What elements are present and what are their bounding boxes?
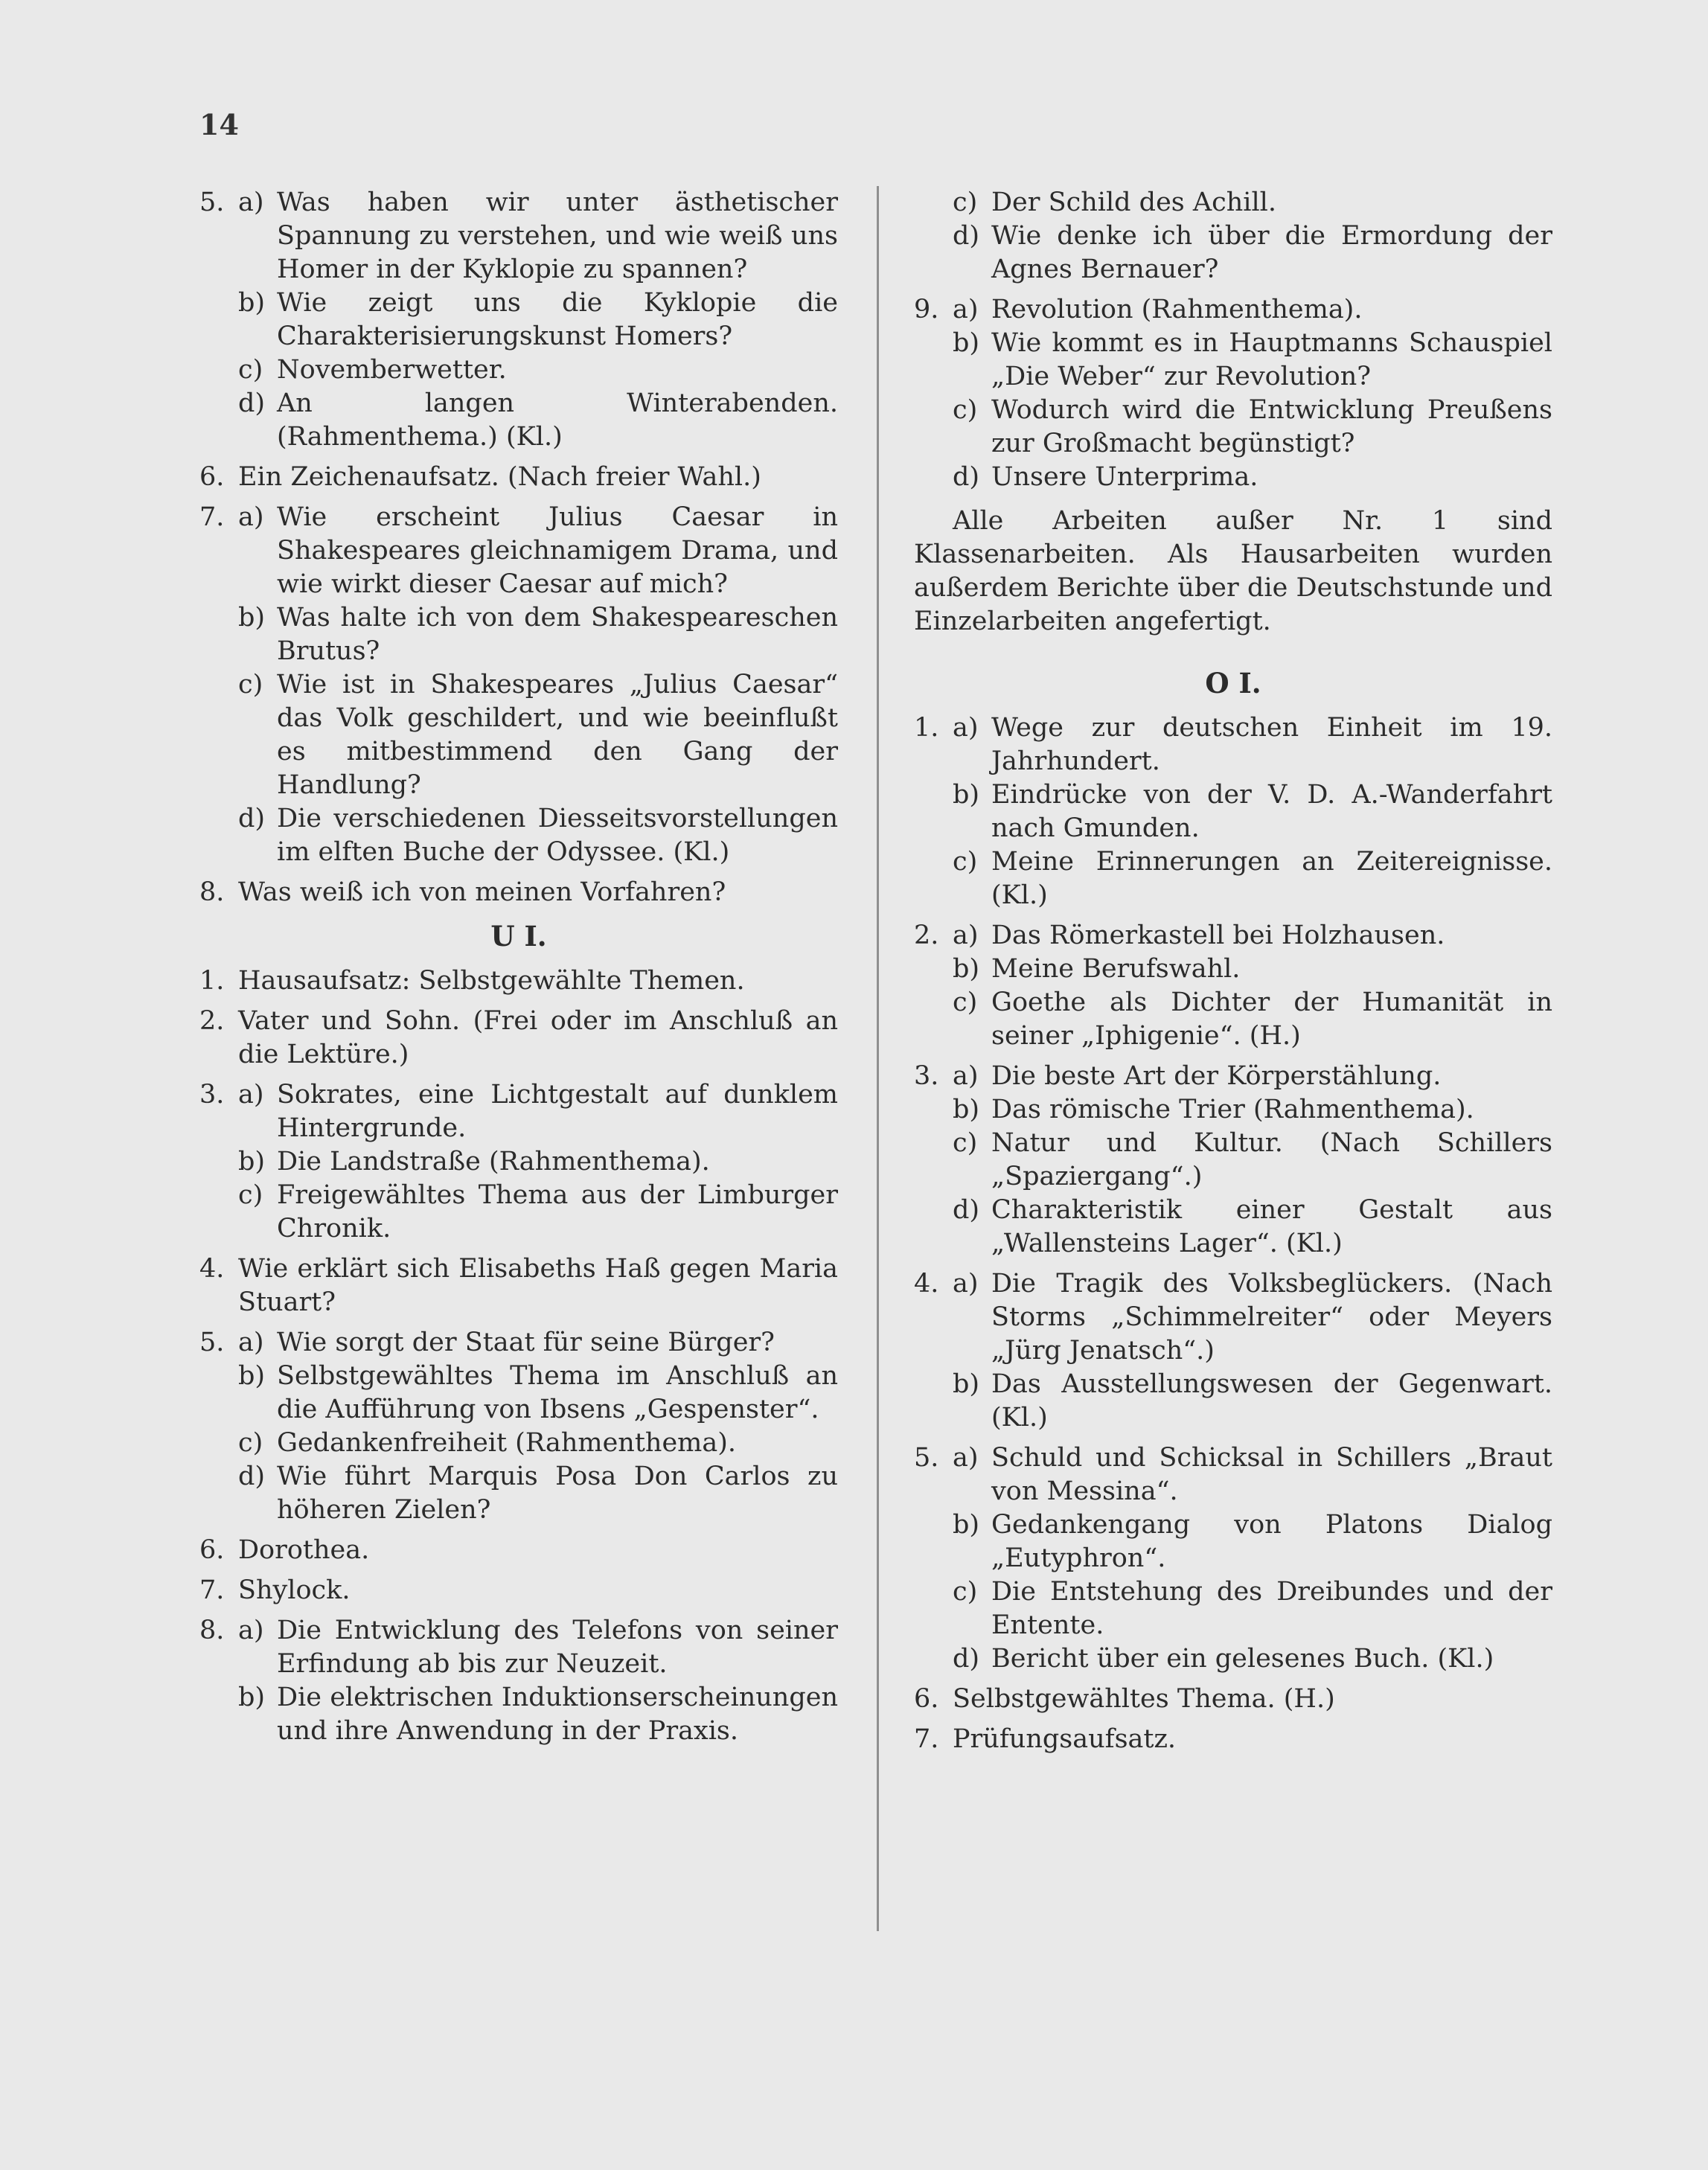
sub-text: Wie kommt es in Hauptmanns Schauspiel „Die Weber“ zur Revolution? [991, 328, 1552, 391]
sub-topic [199, 1681, 838, 1748]
sub-text: Wie führt Marquis Posa Don Carlos zu höheren Zielen? [277, 1462, 838, 1525]
sub-label: d) [238, 1462, 266, 1491]
sub-label: c) [238, 1428, 263, 1458]
sub-text: Wie ist in Shakespeares „Julius Caesar“ das Volk geschildert, und wie beeinflußt es mitbestimmend den Gang der Handlung? [277, 670, 838, 800]
sub-label: a) [953, 295, 979, 324]
sub-label: a) [953, 1269, 979, 1299]
item-number: 7. [199, 502, 225, 532]
sub-topic [914, 327, 1552, 394]
item-text: Vater und Sohn. (Frei oder im Anschluß an die Lektüre.) [238, 1006, 838, 1069]
column-divider [877, 186, 879, 1931]
sub-topic [199, 601, 838, 668]
sub-text: Selbstgewähltes Thema im Anschluß an die Aufführung von Ibsens „Gespenster“. [277, 1361, 838, 1424]
sub-text: Gedankengang von Platons Dialog „Eutyphron“. [991, 1510, 1552, 1573]
sub-text: Wodurch wird die Entwicklung Preußens zur Großmacht begünstigt? [991, 395, 1552, 458]
item-text: Was weiß ich von meinen Vorfahren? [238, 877, 726, 907]
sub-topic [199, 1360, 838, 1427]
item-text: Ein Zeichenaufsatz. (Nach freier Wahl.) [238, 462, 761, 492]
sub-label: a) [238, 1328, 264, 1357]
sub-topic [199, 287, 838, 353]
note-paragraph: Alle Arbeiten außer Nr. 1 sind Klassenarbeiten. Als Hausarbeiten wurden außerdem Berichte über die Deutschstunde und Einzelarbeiten angefertigt. [914, 506, 1552, 636]
sub-label: d) [953, 462, 980, 492]
sub-label: c) [953, 395, 978, 425]
item-number: 6. [199, 462, 225, 492]
sub-topic [914, 778, 1552, 845]
topic-item [199, 461, 838, 494]
sub-text: Revolution (Rahmenthema). [991, 295, 1363, 324]
sub-topic [914, 461, 1552, 494]
item-number: 6. [914, 1684, 939, 1714]
item-text: Selbstgewähltes Thema. (H.) [953, 1684, 1335, 1714]
sub-label: c) [238, 355, 263, 385]
sub-topic [199, 1145, 838, 1179]
sub-topic [914, 394, 1552, 461]
sub-label: c) [953, 1128, 978, 1158]
sub-text: Was haben wir unter ästhetischer Spannung zu verstehen, und wie weiß uns Homer in der Kyklopie zu spannen? [277, 188, 838, 284]
item-number: 8. [199, 877, 225, 907]
sub-text: Die beste Art der Körperstählung. [991, 1061, 1442, 1091]
sub-text: Meine Erinnerungen an Zeitereignisse. (Kl.) [991, 847, 1552, 910]
topic-item [199, 1614, 838, 1748]
topic-item [199, 1005, 838, 1072]
sub-text: Wege zur deutschen Einheit im 19. Jahrhundert. [991, 713, 1552, 776]
item-text: Dorothea. [238, 1535, 370, 1565]
topic-item [199, 876, 838, 909]
sub-text: Meine Berufswahl. [991, 954, 1241, 984]
sub-label: a) [953, 921, 979, 950]
sub-topic [914, 1575, 1552, 1642]
item-number: 4. [914, 1269, 939, 1299]
topic-list-continued [914, 186, 1552, 494]
page-number: 14 [199, 108, 239, 141]
sub-text: Wie zeigt uns die Kyklopie die Charakterisierungskunst Homers? [277, 288, 838, 351]
sub-label: a) [953, 1443, 979, 1473]
sub-topic [914, 1642, 1552, 1676]
item-number: 8. [199, 1616, 225, 1645]
sub-label: c) [953, 188, 978, 217]
topic-list-top [199, 186, 838, 909]
topic-item [199, 964, 838, 998]
item-number: 3. [199, 1080, 225, 1110]
sub-topic [914, 1368, 1552, 1435]
sub-topic [199, 186, 838, 287]
sub-text: Charakteristik einer Gestalt aus „Wallensteins Lager“. (Kl.) [991, 1195, 1552, 1258]
topic-item [914, 186, 1552, 287]
item-number: 5. [199, 188, 225, 217]
topic-item [914, 711, 1552, 912]
section-title-ui: U I. [490, 920, 547, 953]
sub-text: Freigewähltes Thema aus der Limburger Chronik. [277, 1180, 838, 1244]
sub-label: a) [953, 1061, 979, 1091]
sub-text: Wie erscheint Julius Caesar in Shakespeares gleichnamigem Drama, und wie wirkt dieser Caesar auf mich? [277, 502, 838, 599]
sub-text: Gedankenfreiheit (Rahmenthema). [277, 1428, 736, 1458]
sub-text: Die elektrischen Induktionserscheinungen und ihre Anwendung in der Praxis. [277, 1683, 838, 1746]
sub-label: a) [953, 713, 979, 743]
sub-topic [199, 1179, 838, 1246]
item-text: Shylock. [238, 1575, 351, 1605]
sub-text: Der Schild des Achill. [991, 188, 1277, 217]
item-text: Prüfungsaufsatz. [953, 1724, 1177, 1754]
item-number: 5. [914, 1443, 939, 1473]
sub-topic [914, 1060, 1552, 1093]
sub-topic [199, 501, 838, 601]
sub-topic [199, 1078, 838, 1145]
sub-text: Bericht über ein gelesenes Buch. (Kl.) [991, 1644, 1494, 1674]
sub-label: d) [953, 1644, 980, 1674]
topic-item [914, 919, 1552, 1053]
sub-label: b) [238, 288, 266, 318]
sub-text: Das Römerkastell bei Holzhausen. [991, 921, 1445, 950]
sub-label: b) [238, 1361, 266, 1391]
sub-label: d) [953, 221, 980, 251]
sub-topic [914, 919, 1552, 953]
item-text: Hausaufsatz: Selbstgewählte Themen. [238, 966, 745, 996]
sub-text: Sokrates, eine Lichtgestalt auf dunklem Hintergrunde. [277, 1080, 838, 1143]
sub-topic [914, 953, 1552, 986]
sub-label: a) [238, 502, 264, 532]
sub-text: Schuld und Schicksal in Schillers „Braut von Messina“. [991, 1443, 1552, 1506]
sub-topic [914, 1093, 1552, 1127]
sub-topic [914, 1441, 1552, 1508]
sub-topic [199, 1427, 838, 1460]
sub-label: b) [953, 780, 980, 810]
item-number: 2. [199, 1006, 225, 1036]
sub-label: c) [953, 1577, 978, 1607]
sub-topic [914, 1194, 1552, 1261]
sub-label: b) [238, 1147, 266, 1177]
sub-text: Die Landstraße (Rahmenthema). [277, 1147, 710, 1177]
topic-item [199, 1534, 838, 1567]
sub-text: Die Entwicklung des Telefons von seiner Erfindung ab bis zur Neuzeit. [277, 1616, 838, 1679]
sub-topic [199, 1460, 838, 1527]
topic-item [199, 501, 838, 869]
sub-text: Das römische Trier (Rahmenthema). [991, 1095, 1474, 1124]
right-column [914, 186, 1552, 1763]
sub-text: Das Ausstellungswesen der Gegenwart. (Kl.) [991, 1369, 1552, 1433]
sub-label: d) [238, 388, 266, 418]
sub-label: b) [238, 603, 266, 633]
item-number: 6. [199, 1535, 225, 1565]
topic-item [199, 186, 838, 454]
sub-label: a) [238, 1080, 264, 1110]
item-number: 7. [199, 1575, 225, 1605]
sub-topic [199, 387, 838, 454]
sub-text: Goethe als Dichter der Humanität in seiner „Iphigenie“. (H.) [991, 988, 1552, 1051]
topic-item [914, 293, 1552, 494]
topic-item [914, 1723, 1552, 1756]
topic-item [199, 1326, 838, 1527]
item-number: 1. [914, 713, 939, 743]
item-number: 1. [199, 966, 225, 996]
sub-topic [914, 1127, 1552, 1194]
topic-item [199, 1252, 838, 1319]
topic-item [914, 1441, 1552, 1676]
sub-label: c) [238, 670, 263, 700]
sub-label: d) [953, 1195, 980, 1225]
sub-topic [199, 668, 838, 802]
sub-topic [914, 986, 1552, 1053]
sub-text: Unsere Unterprima. [991, 462, 1258, 492]
topic-list-ui [199, 964, 838, 1748]
sub-label: b) [953, 1095, 980, 1124]
sub-topic [914, 293, 1552, 327]
sub-topic [199, 802, 838, 869]
sub-text: Wie denke ich über die Ermordung der Agnes Bernauer? [991, 221, 1552, 284]
topic-item [914, 1267, 1552, 1435]
item-number: 5. [199, 1328, 225, 1357]
sub-text: Was halte ich von dem Shakespeareschen Brutus? [277, 603, 838, 666]
item-number: 2. [914, 921, 939, 950]
sub-text: Wie sorgt der Staat für seine Bürger? [277, 1328, 775, 1357]
sub-label: c) [238, 1180, 263, 1210]
sub-topic [199, 1326, 838, 1360]
sub-text: Novemberwetter. [277, 355, 507, 385]
sub-label: b) [953, 1369, 980, 1399]
left-column [199, 186, 838, 1755]
sub-text: Natur und Kultur. (Nach Schillers „Spaziergang“.) [991, 1128, 1552, 1191]
sub-label: c) [953, 847, 978, 877]
topic-item [914, 1683, 1552, 1716]
sub-text: Die Tragik des Volksbeglückers. (Nach Storms „Schimmelreiter“ oder Meyers „Jürg Jenatsch“.) [991, 1269, 1552, 1366]
sub-topic [914, 845, 1552, 912]
item-number: 7. [914, 1724, 939, 1754]
sub-topic [914, 1267, 1552, 1368]
sub-label: d) [238, 804, 266, 833]
topic-item [199, 1574, 838, 1607]
sub-text: Eindrücke von der V. D. A.-Wanderfahrt nach Gmunden. [991, 780, 1552, 843]
topic-item [199, 1078, 838, 1246]
sub-label: b) [953, 1510, 980, 1540]
sub-text: Die verschiedenen Diesseitsvorstellungen im elften Buche der Odyssee. (Kl.) [277, 804, 838, 867]
item-number: 4. [199, 1254, 225, 1284]
topic-list-oi [914, 711, 1552, 1756]
sub-label: a) [238, 188, 264, 217]
sub-topic [914, 1508, 1552, 1575]
sub-text: An langen Winterabenden. (Rahmenthema.) (Kl.) [277, 388, 838, 452]
sub-topic [914, 220, 1552, 287]
sub-label: c) [953, 988, 978, 1017]
item-number: 9. [914, 295, 939, 324]
topic-item [914, 1060, 1552, 1261]
sub-label: b) [238, 1683, 266, 1712]
sub-topic [914, 711, 1552, 778]
sub-label: b) [953, 954, 980, 984]
sub-label: b) [953, 328, 980, 358]
sub-topic [199, 353, 838, 387]
item-number: 3. [914, 1061, 939, 1091]
sub-text: Die Entstehung des Dreibundes und der Entente. [991, 1577, 1552, 1640]
item-text: Wie erklärt sich Elisabeths Haß gegen Maria Stuart? [238, 1254, 838, 1317]
sub-topic [199, 1614, 838, 1681]
section-title-oi: O I. [1205, 667, 1261, 700]
sub-topic [914, 186, 1552, 220]
sub-label: a) [238, 1616, 264, 1645]
